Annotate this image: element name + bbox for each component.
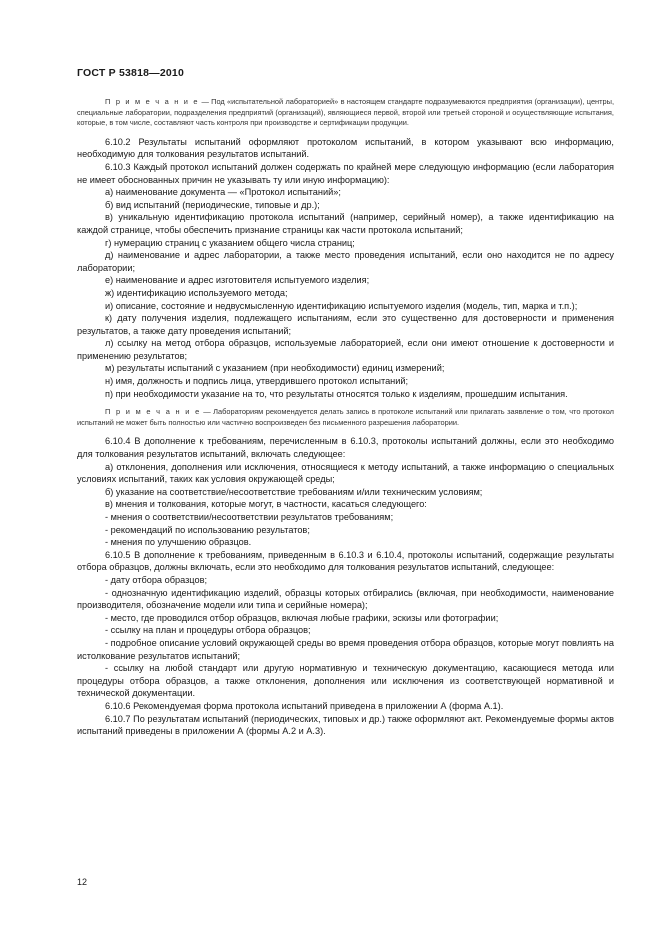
- paragraph-6-10-5: 6.10.5 В дополнение к требованиям, приведенным в 6.10.3 и 6.10.4, протоколы испытаний, содержащие результаты отбора образцов, должны включать, если это необходимо для толкования результатов испытаний, следующее:: [77, 549, 614, 573]
- list-item-v: в) уникальную идентификацию протокола испытаний (например, серийный номер), а также идентификацию на каждой странице, чтобы обеспечить признание страницы как части протокола испытаний;: [77, 212, 614, 235]
- list-item-i: и) описание, состояние и недвусмысленную идентификацию испытуемого изделия (модель, тип, марка и т.п.);: [105, 300, 578, 311]
- list-item-e: е) наименование и адрес изготовителя испытуемого изделия;: [105, 275, 370, 286]
- paragraph-6-10-2: 6.10.2 Результаты испытаний оформляют протоколом испытаний, в котором указывают всю информацию, необходимую для толкования результатов испытаний.: [77, 136, 614, 160]
- paragraph-6-10-4: 6.10.4 В дополнение к требованиям, перечисленным в 6.10.3, протоколы испытаний должны, если это необходимо для толкования результатов испытаний, включать следующее:: [77, 436, 614, 460]
- dash-item: - мнения по улучшению образцов.: [105, 537, 252, 548]
- note-1: [77, 97, 614, 129]
- page-number: 12: [77, 877, 88, 887]
- dash-item: - ссылку на любой стандарт или другую нормативную и техническую документацию, касающиеся метода или процедуры отбора образцов, а также отклонения, дополнения или исключения из соответствующей нормативной и технической документации.: [77, 663, 614, 699]
- list-item-b: б) вид испытаний (периодические, типовые и др.);: [105, 199, 320, 210]
- list-item-n: н) имя, должность и подпись лица, утвердившего протокол испытаний;: [105, 376, 409, 387]
- list-item-v-2: в) мнения и толкования, которые могут, в частности, касаться следующего:: [105, 499, 427, 510]
- document-header: ГОСТ Р 53818—2010: [77, 67, 185, 79]
- list-item-k: к) дату получения изделия, подлежащего испытаниям, если это существенно для достоверности и применения результатов, а также дату проведения испытаний;: [77, 313, 614, 336]
- note-2-label: П р и м е ч а н и е: [105, 407, 201, 417]
- note-2-text: — Лабораториям рекомендуется делать запись в протоколе испытаний или прилагать заявление о том, что протокол испытаний не может быть полностью или частично воспроизведен без письменного разрешения лаборатории.: [77, 407, 614, 427]
- dash-item: - ссылку на план и процедуры отбора образцов;: [105, 625, 311, 636]
- list-item-b-2: б) указание на соответствие/несоответствие требованиям и/или техническим условиям;: [105, 486, 483, 497]
- list-item-p: п) при необходимости указание на то, что результаты относятся только к изделиям, прошедшим испытания.: [105, 388, 568, 399]
- list-item-zh: ж) идентификацию используемого метода;: [105, 287, 288, 298]
- list-item-d: д) наименование и адрес лаборатории, а также место проведения испытаний, если оно находится не по адресу лаборатории;: [77, 250, 614, 273]
- dash-item: - однозначную идентификацию изделий, образцы которых отбирались (включая, при необходимости, наименование производителя, обозначение модели или типа и серийные номера);: [77, 587, 614, 611]
- paragraph-6-10-3: 6.10.3 Каждый протокол испытаний должен содержать по крайней мере следующую информацию (если лаборатория не имеет обоснованных причин не указывать ту или иную информацию):: [77, 161, 614, 185]
- list-item-g: г) нумерацию страниц с указанием общего числа страниц;: [105, 237, 355, 248]
- list-item-a: а) наименование документа — «Протокол испытаний»;: [105, 187, 341, 198]
- dash-item: - место, где проводился отбор образцов, включая любые графики, эскизы или фотографии;: [105, 612, 499, 623]
- dash-item: - дату отбора образцов;: [105, 574, 207, 585]
- note-1-text: — Под «испытательной лабораторией» в настоящем стандарте подразумеваются предприятия (организации), центры, специальные лаборатории, подразделения предприятий (организаций), являющиеся первой, второй или третьей стороной и осуществляющие испытания, которые, в том числе, составляют часть контроля при производстве и сертификации продукции.: [77, 97, 614, 128]
- dash-item: - подробное описание условий окружающей среды во время проведения отбора образцов, которые могут повлиять на истолкование результатов испытаний;: [77, 637, 614, 661]
- list-item-l: л) ссылку на метод отбора образцов, используемые лабораторией, если они имеют отношение к достоверности и применению результатов;: [77, 338, 614, 361]
- paragraph-6-10-6: 6.10.6 Рекомендуемая форма протокола испытаний приведена в приложении А (форма А.1).: [105, 700, 504, 711]
- list-item-a-2: а) отклонения, дополнения или исключения, относящиеся к методу испытаний, а также информацию о специальных условиях испытаний, таких как условия окружающей среды;: [77, 461, 614, 485]
- note-2: [77, 407, 614, 428]
- list-item-m: м) результаты испытаний с указанием (при необходимости) единиц измерений;: [105, 363, 445, 374]
- note-1-label: П р и м е ч а н и е: [105, 97, 200, 106]
- dash-item: - рекомендаций по использованию результатов;: [105, 524, 310, 535]
- paragraph-6-10-7: 6.10.7 По результатам испытаний (периодических, типовых и др.) также оформляют акт. Рекомендуемые формы актов испытаний приведены в приложении А (формы А.2 и А.3).: [77, 713, 614, 737]
- dash-item: - мнения о соответствии/несоответствии результатов требованиям;: [105, 512, 394, 522]
- page-content: [77, 97, 614, 738]
